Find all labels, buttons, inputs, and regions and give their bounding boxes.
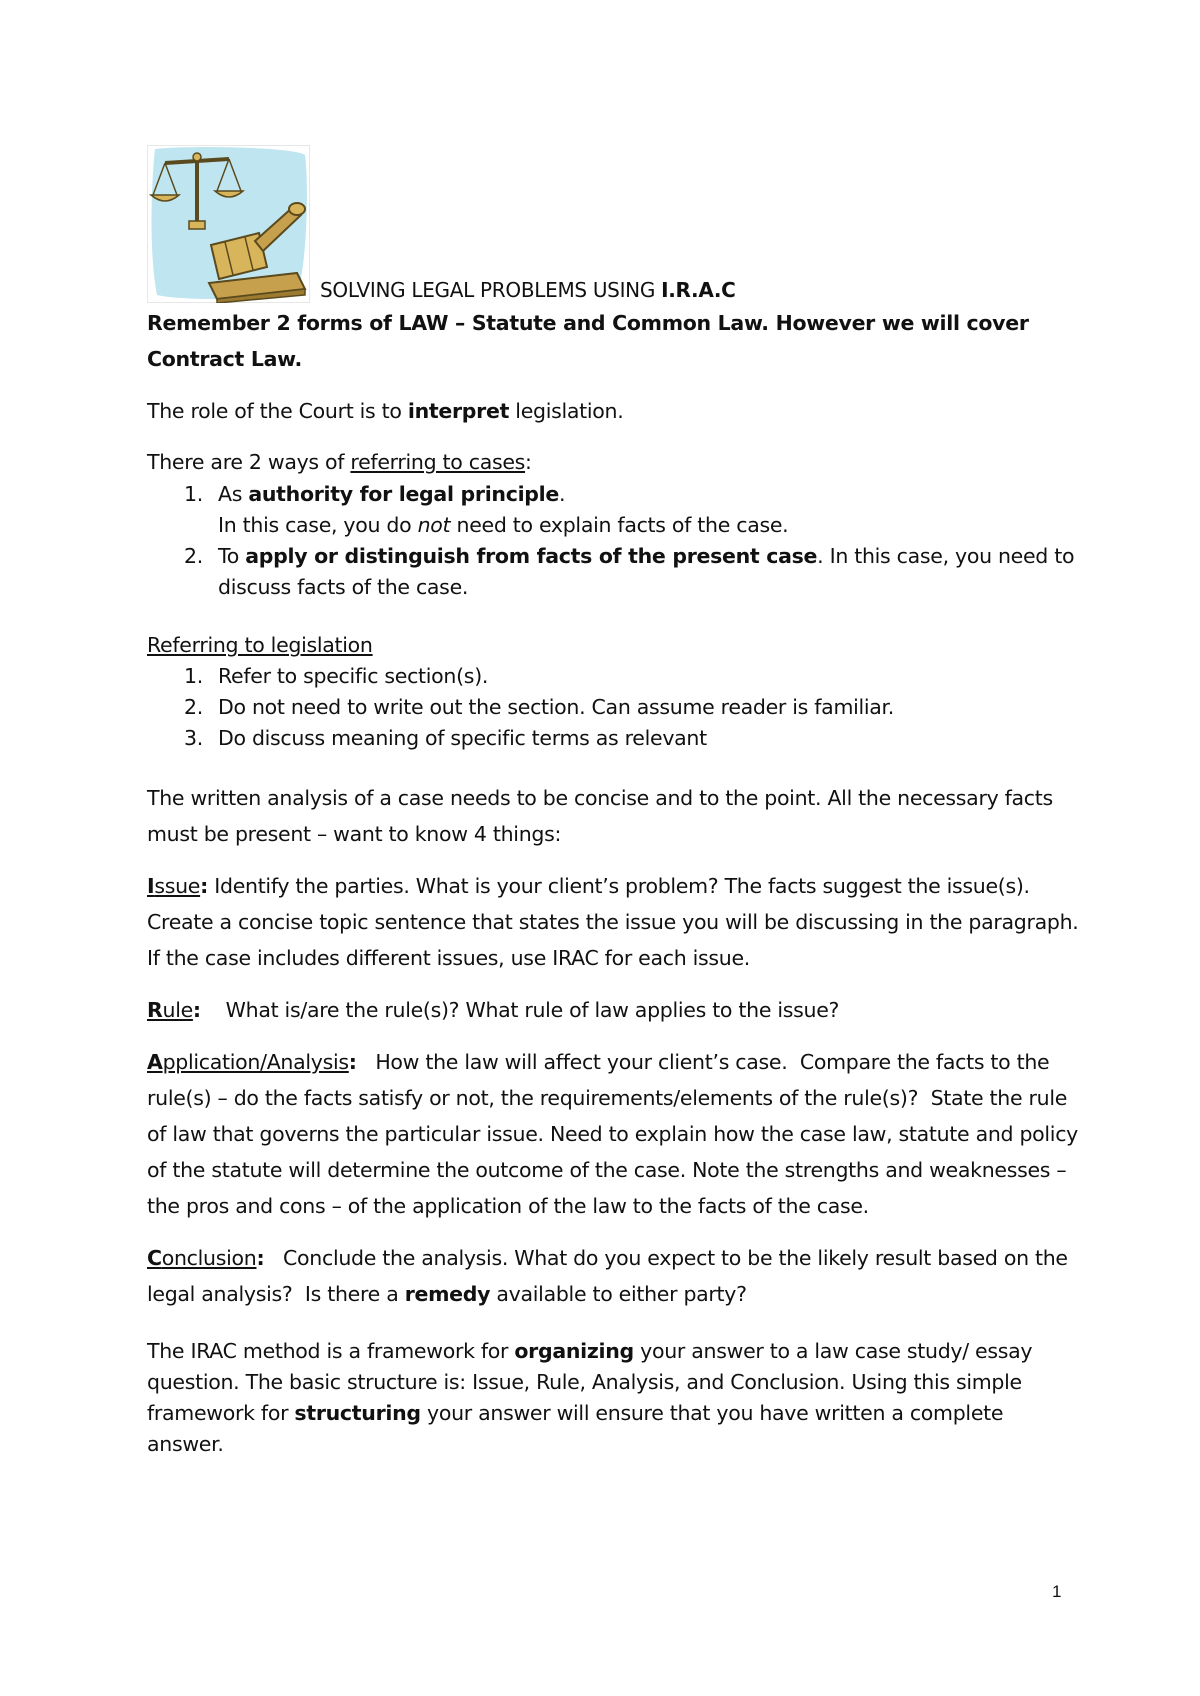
issue-paragraph: Issue: Identify the parties. What is your client’s problem? The facts suggest the issue(s). Create a concise topic sentence that states the issue you will be discussing in the paragraph. If the case includes different issues, use IRAC for each issue. (147, 874, 1079, 970)
list-item: 3. Do discuss meaning of specific terms as relevant (184, 726, 707, 750)
conclusion-paragraph: Conclusion: Conclude the analysis. What do you expect to be the likely result based on the legal analysis? Is there a remedy available to either party? (147, 1246, 1074, 1306)
list-item: 2. Do not need to write out the section. Can assume reader is familiar. (184, 695, 895, 719)
application-paragraph: Application/Analysis: How the law will affect your client’s case. Compare the facts to the rule(s) – do the facts satisfy or not, the requirements/elements of the rule(s)? State the rule of law that governs the particular issue. Need to explain how the case law, statute and policy of the statute will determine the outcome of the case. Note the strengths and weaknesses – the pros and cons – of the application of the law to the facts of the case. (147, 1050, 1085, 1218)
title-row (147, 140, 1082, 308)
rule-paragraph: Rule: What is/are the rule(s)? What rule of law applies to the issue? (147, 998, 840, 1022)
legislation-heading: Referring to legislation (147, 633, 373, 657)
list-item: 2. To apply or distinguish from facts of the present case. In this case, you need to discuss facts of the case. (184, 544, 1075, 599)
ways-paragraph: There are 2 ways of referring to cases: (147, 450, 532, 474)
page-number: 1 (1052, 1582, 1062, 1601)
list-item: 1. As authority for legal principle. In this case, you do not need to explain facts of the case. (184, 482, 789, 537)
scales-gavel-clipart (147, 145, 310, 303)
framework-paragraph: The IRAC method is a framework for organizing your answer to a law case study/ essay question. The basic structure is: Issue, Rule, Analysis, and Conclusion. Using this simple framework for structuring your answer will ensure that you have written a complete answer. (147, 1339, 1033, 1456)
page-title: SOLVING LEGAL PROBLEMS USING I.R.A.C (320, 278, 736, 302)
intro-paragraph: Remember 2 forms of LAW – Statute and Common Law. However we will cover Contract Law. (147, 311, 1029, 371)
document-body (147, 140, 1085, 1460)
legislation-list (147, 661, 1082, 754)
court-role-paragraph: The role of the Court is to interpret legislation. (147, 399, 624, 423)
analysis-intro-paragraph: The written analysis of a case needs to be concise and to the point. All the necessary facts must be present – want to know 4 things: (147, 786, 1053, 846)
ways-list (147, 479, 1082, 603)
list-item: 1. Refer to specific section(s). (184, 664, 489, 688)
